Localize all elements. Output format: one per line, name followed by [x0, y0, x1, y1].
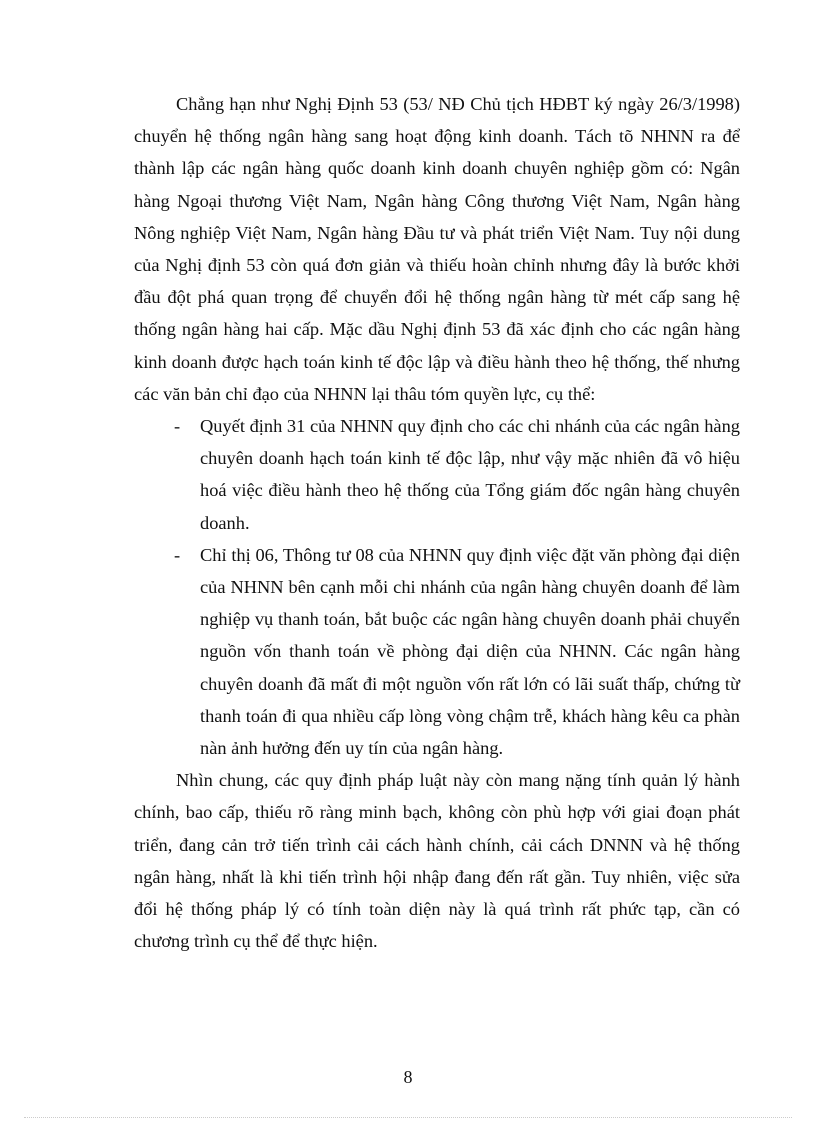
page-bottom-edge	[24, 1117, 792, 1118]
bullet-text: Quyết định 31 của NHNN quy định cho các chi nhánh của các ngân hàng chuyên doanh hạch toán kinh tế độc lập, như vậy mặc nhiên đã vô hiệu hoá việc điều hành theo hệ thống của Tổng giám đốc ngân hàng chuyên doanh.	[200, 416, 740, 533]
body-text	[134, 88, 740, 957]
bullet-text: Chỉ thị 06, Thông tư 08 của NHNN quy định việc đặt văn phòng đại diện của NHNN bên cạnh mỗi chi nhánh của ngân hàng chuyên doanh để làm nghiệp vụ thanh toán, bắt buộc các ngân hàng chuyên doanh phải chuyển nguồn vốn thanh toán về phòng đại diện của NHNN. Các ngân hàng chuyên doanh đã mất đi một nguồn vốn rất lớn có lãi suất thấp, chứng từ thanh toán đi qua nhiều cấp lòng vòng chậm trễ, khách hàng kêu ca phàn nàn ảnh hưởng đến uy tín của ngân hàng.	[200, 544, 740, 759]
bullet-item-directive-06	[134, 539, 740, 764]
intro-paragraph: Chẳng hạn như Nghị Định 53 (53/ NĐ Chủ tịch HĐBT ký ngày 26/3/1998) chuyển hệ thống ngân hàng sang hoạt động kinh doanh. Tách tõ NHNN ra để thành lập các ngân hàng quốc doanh kinh doanh chuyên nghiệp gồm có: Ngân hàng Ngoại thương Việt Nam, Ngân hàng Công thương Việt Nam, Ngân hàng Nông nghiệp Việt Nam, Ngân hàng Đầu tư và phát triển Việt Nam. Tuy nội dung của Nghị định 53 còn quá đơn giản và thiếu hoàn chỉnh nhưng đây là bước khởi đầu đột phá quan trọng để chuyển đổi hệ thống ngân hàng từ mét cấp sang hệ thống ngân hàng hai cấp. Mặc dầu Nghị định 53 đã xác định cho các ngân hàng kinh doanh được hạch toán kinh tế độc lập và điều hành theo hệ thống, thế nhưng các văn bản chỉ đạo của NHNN lại thâu tóm quyền lực, cụ thể:	[134, 94, 740, 404]
bullet-marker: -	[174, 544, 181, 565]
page-number: 8	[403, 1067, 413, 1087]
closing-paragraph: Nhìn chung, các quy định pháp luật này còn mang nặng tính quản lý hành chính, bao cấp, thiếu rõ ràng minh bạch, không còn phù hợp với giai đoạn phát triển, đang cản trở tiến trình cải cách hành chính, cải cách DNNN và hệ thống ngân hàng, nhất là khi tiến trình hội nhập đang đến rất gần. Tuy nhiên, việc sửa đổi hệ thống pháp lý có tính toàn diện này là quá trình rất phức tạp, cần có chương trình cụ thể để thực hiện.	[134, 770, 740, 952]
bullet-marker: -	[174, 416, 181, 437]
bullet-list	[134, 410, 740, 764]
bullet-item-decision-31	[134, 410, 740, 539]
